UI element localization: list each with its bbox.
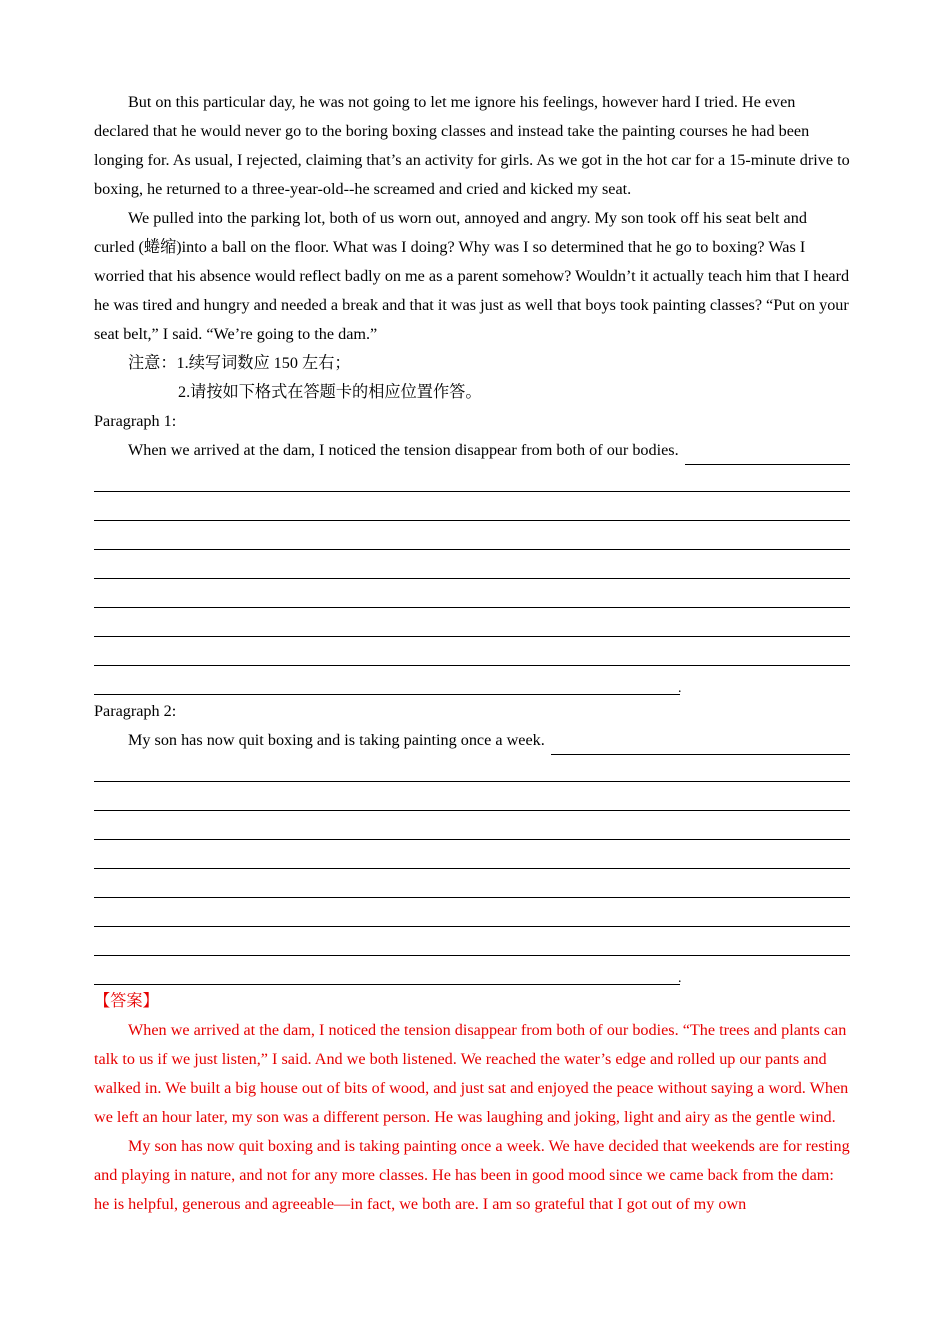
answer-blank-last[interactable] xyxy=(94,958,850,987)
answer-blank-last[interactable] xyxy=(94,668,850,697)
story-paragraph-1: But on this particular day, he was not going to let me ignore his feelings, however hard I tried. He even declared that he would never go to the boring boxing classes and instead take the painting courses he had been longing for. As usual, I rejected, claiming that’s an activity for girls. As we got in the hot car for a 15-minute drive to boxing, he returned to a three-year-old--he screamed and cried and kicked my seat. xyxy=(94,93,850,198)
end-mark: . xyxy=(678,681,682,696)
paragraph-2-label: Paragraph 2: xyxy=(94,702,177,720)
story-paragraph-2: We pulled into the parking lot, both of us worn out, annoyed and angry. My son took off his seat belt and curled (蜷缩)into a ball on the floor. What was I doing? Why was I so determined that he go to boxing? Was I worried that his absence would reflect badly on me as a parent somehow? Wouldn’t it actually teach him that I heard he was tired and hungry and needed a break and that it was just as well that boys took painting classes? “Put on your seat belt,” I said. “We’re going to the dam.” xyxy=(94,209,850,343)
answer-blank[interactable] xyxy=(94,900,850,929)
answer-blank[interactable] xyxy=(94,581,850,610)
answer-blank[interactable] xyxy=(94,755,850,784)
document-page xyxy=(94,88,850,1219)
answer-blank[interactable] xyxy=(94,813,850,842)
answer-paragraph-2: My son has now quit boxing and is taking painting once a week. We have decided that weekends are for resting and playing in nature, and not for any more classes. He has been in good mood since we came back from the dam: he is helpful, generous and agreeable—in fact, we both are. I am so grateful that I got out of my own xyxy=(94,1137,850,1213)
paragraph-1-starter-text: When we arrived at the dam, I noticed the tension disappear from both of our bodies. xyxy=(128,441,679,459)
end-mark: . xyxy=(678,971,682,986)
answer-blank[interactable] xyxy=(94,494,850,523)
answer-blank[interactable] xyxy=(94,523,850,552)
answer-blank[interactable] xyxy=(94,784,850,813)
paragraph-2-starter-text: My son has now quit boxing and is taking painting once a week. xyxy=(128,731,545,749)
paragraph-2-starter xyxy=(94,726,850,755)
answer-blank[interactable] xyxy=(685,444,850,465)
answer-heading: 【答案】 xyxy=(94,992,159,1010)
note-line-2: 2.请按如下格式在答题卡的相应位置作答。 xyxy=(178,383,482,401)
answer-blank[interactable] xyxy=(94,552,850,581)
answer-blank[interactable] xyxy=(94,842,850,871)
note-line-1: 注意：1.续写词数应 150 左右； xyxy=(128,354,351,372)
answer-blank[interactable] xyxy=(551,734,850,755)
answer-blank[interactable] xyxy=(94,610,850,639)
paragraph-1-label: Paragraph 1: xyxy=(94,412,177,430)
answer-blank[interactable] xyxy=(94,639,850,668)
answer-blank[interactable] xyxy=(94,871,850,900)
answer-blank[interactable] xyxy=(94,465,850,494)
paragraph-1-starter xyxy=(94,436,850,465)
answer-blank[interactable] xyxy=(94,929,850,958)
answer-paragraph-1: When we arrived at the dam, I noticed the tension disappear from both of our bodies. “The trees and plants can talk to us if we just listen,” I said. And we both listened. We reached the water’s edge and rolled up our pants and walked in. We built a big house out of bits of wood, and just sat and enjoyed the peace without saying a word. When we left an hour later, my son was a different person. He was laughing and joking, light and airy as the gentle wind. xyxy=(94,1021,849,1126)
